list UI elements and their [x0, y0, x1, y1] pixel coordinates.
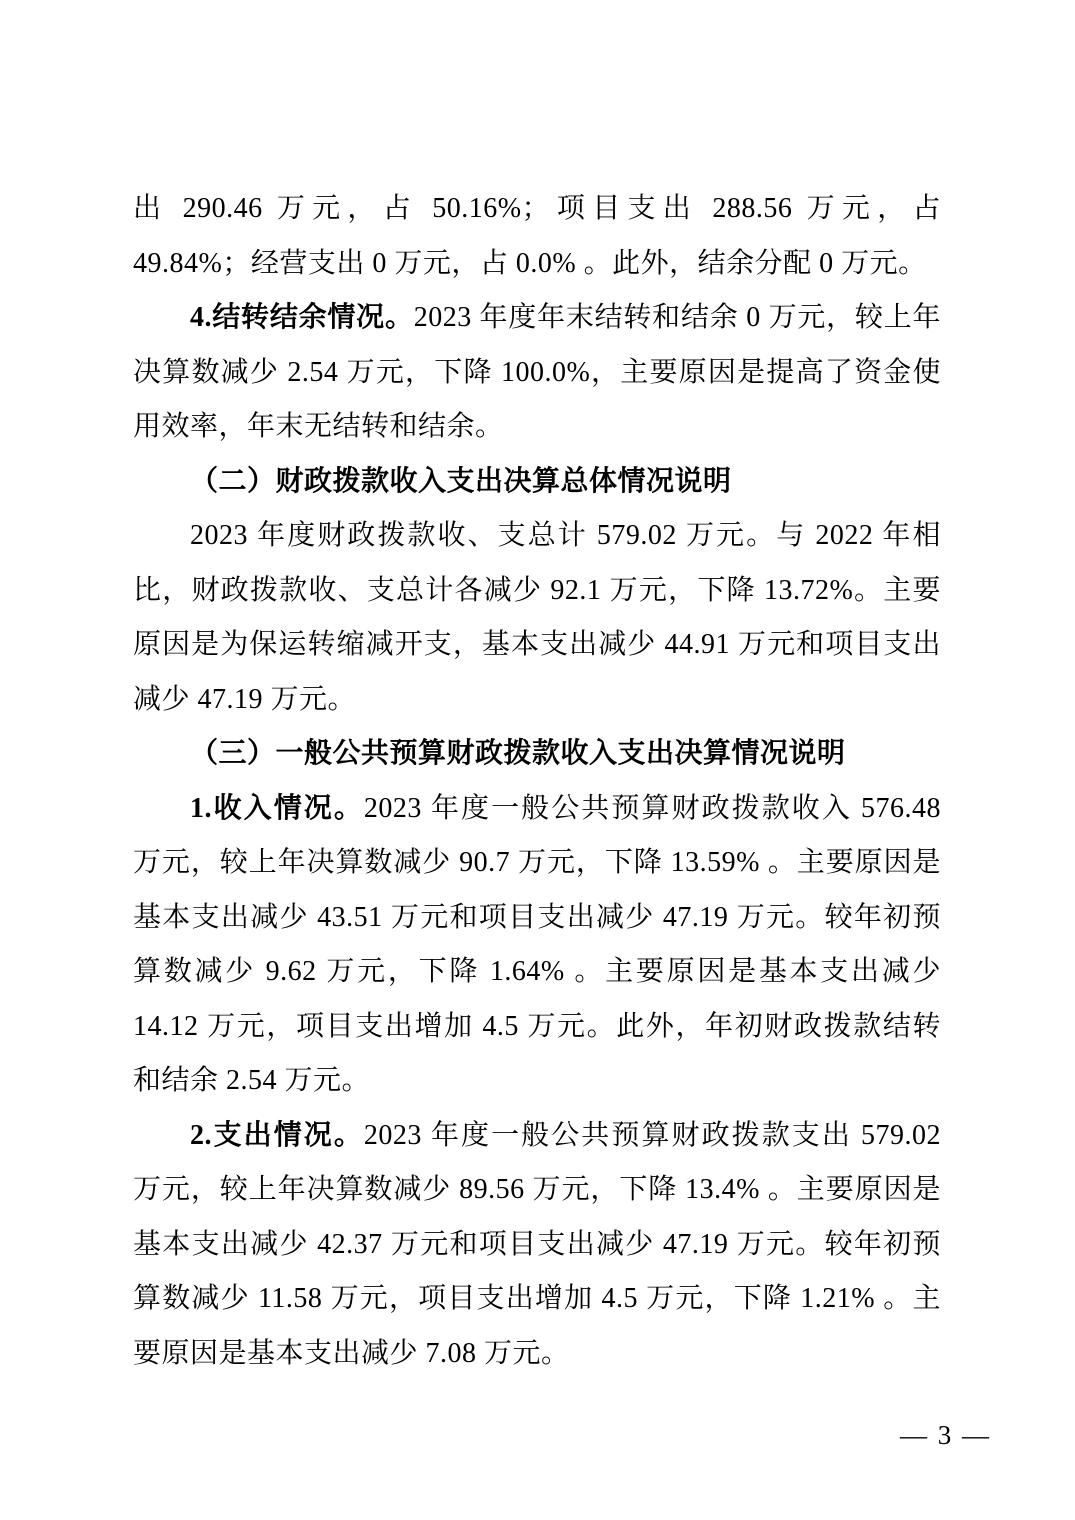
paragraph-expenditure-composition-continued: 出 290.46 万元，占 50.16%；项目支出 288.56 万元，占 49.84%；经营支出 0 万元，占 0.0% 。此外，结余分配 0 万元。 [133, 193, 941, 279]
heading-section-3-general-public-budget: （三）一般公共预算财政拨款收入支出决算情况说明 [190, 738, 846, 769]
paragraph-carryover-balance [133, 291, 941, 455]
paragraph-carryover-text: 2023 年度年末结转和结余 0 万元，较上年决算数减少 2.54 万元，下降 100.0%，主要原因是提高了资金使用效率，年末无结转和结余。 [133, 302, 941, 442]
heading-section-2-fiscal-appropriation-overview: （二）财政拨款收入支出决算总体情况说明 [190, 465, 732, 497]
paragraph-fiscal-appropriation-total: 2023 年度财政拨款收、支总计 579.02 万元。与 2022 年相比，财政拨款收、支总计各减少 92.1 万元，下降 13.72%。主要原因是为保运转缩减开支，基本支出减少 44.91 万元和项目支出减少 47.19 万元。 [133, 520, 941, 715]
paragraph-expenditure-label: 2.支出情况。 [190, 1119, 364, 1151]
paragraph-income-text: 2023 年度一般公共预算财政拨款收入 576.48 万元，较上年决算数减少 90.7 万元，下降 13.59% 。主要原因是基本支出减少 43.51 万元和项目支出减少 47.19 万元。较年初预算数减少 9.62 万元，下降 1.64% 。主要原因是基本支出减少 14.12 万元，项目支出增加 4.5 万元。此外，年初财政拨款结转和结余 2.54 万元。 [133, 792, 941, 1096]
page-number: — 3 — [900, 1420, 991, 1450]
paragraph-income-situation [133, 782, 941, 1109]
document-body [133, 182, 941, 1381]
paragraph-expenditure-text: 2023 年度一般公共预算财政拨款支出 579.02 万元，较上年决算数减少 89.56 万元，下降 13.4% 。主要原因是基本支出减少 42.37 万元和项目支出减少 47.19 万元。较年初预算数减少 11.58 万元，项目支出增加 4.5 万元，下降 1.21% 。主要原因是基本支出减少 7.08 万元。 [133, 1119, 941, 1369]
paragraph-income-label: 1.收入情况。 [190, 792, 364, 824]
paragraph-carryover-label: 4.结转结余情况。 [190, 302, 414, 333]
paragraph-expenditure-situation [133, 1109, 941, 1382]
